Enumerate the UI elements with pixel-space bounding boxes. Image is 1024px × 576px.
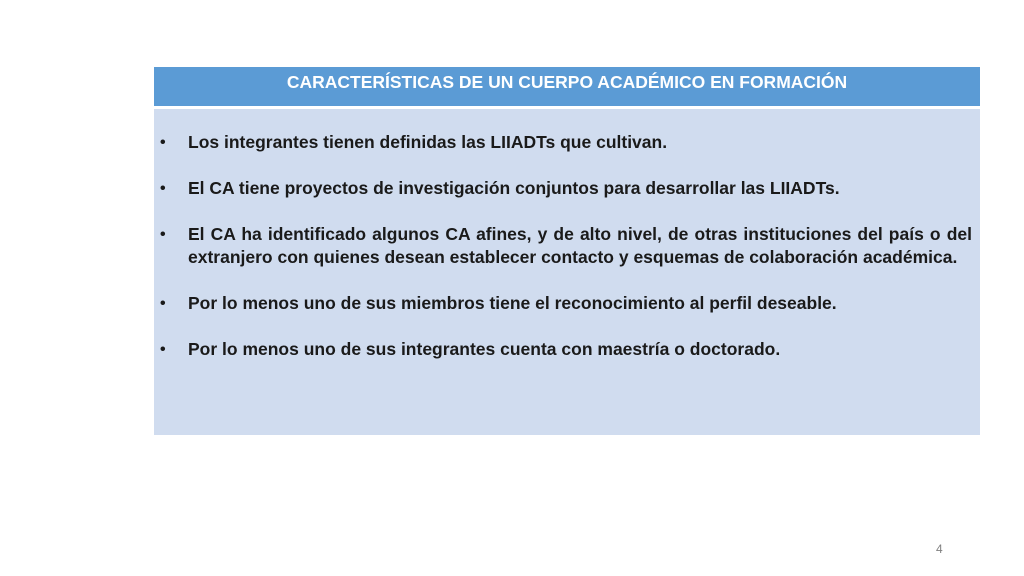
list-item (154, 131, 972, 154)
bullet-icon: • (160, 295, 166, 312)
bullet-icon: • (160, 134, 166, 151)
bullet-text: Los integrantes tienen definidas las LIIADTs que cultivan. (188, 132, 668, 152)
bullet-list (154, 131, 972, 384)
list-item (154, 292, 972, 315)
bullet-icon: • (160, 180, 166, 197)
bullet-icon: • (160, 226, 166, 243)
table-header (154, 67, 980, 106)
table-title: CARACTERÍSTICAS DE UN CUERPO ACADÉMICO EN FORMACIÓN (286, 72, 848, 92)
bullet-text: Por lo menos uno de sus miembros tiene el reconocimiento al perfil deseable. (188, 293, 837, 313)
list-item (154, 338, 972, 361)
list-item (154, 177, 972, 200)
bullet-text: El CA tiene proyectos de investigación conjuntos para desarrollar las LIIADTs. (188, 178, 840, 198)
bullet-icon: • (160, 341, 166, 358)
table-body (154, 109, 980, 435)
bullet-text: Por lo menos uno de sus integrantes cuenta con maestría o doctorado. (188, 339, 781, 359)
bullet-text: El CA ha identificado algunos CA afines, y de alto nivel, de otras instituciones del país o del extranjero con quienes desean establecer contacto y esquemas de colaboración académica. (188, 224, 972, 267)
list-item (154, 223, 972, 269)
characteristics-table (154, 67, 980, 435)
page-number: 4 (936, 542, 943, 556)
